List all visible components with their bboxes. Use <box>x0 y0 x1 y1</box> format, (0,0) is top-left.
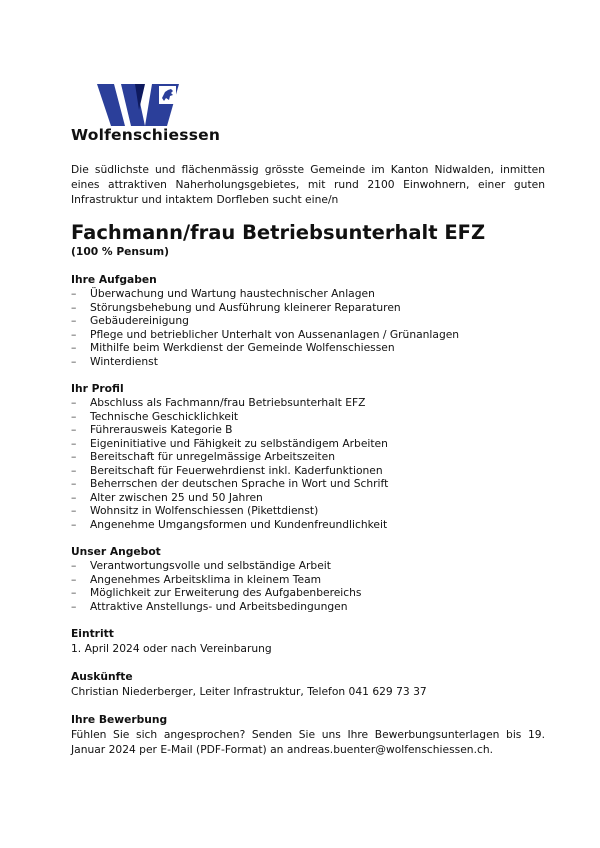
org-name: Wolfenschiessen <box>71 126 221 144</box>
list-item: – Alter zwischen 25 und 50 Jahren <box>71 491 545 505</box>
list-item: – Mithilfe beim Werkdienst der Gemeinde Wolfenschiessen <box>71 341 545 355</box>
logo <box>71 84 231 146</box>
list-item: – Führerausweis Kategorie B <box>71 423 545 437</box>
job-posting-page <box>71 84 545 757</box>
bewerbung-text: Fühlen Sie sich angesprochen? Senden Sie uns Ihre Bewerbungsunterlagen bis 19. Januar 2024 per E-Mail (PDF-Format) an andreas.buenter@wolfenschiessen.ch. <box>71 728 545 756</box>
job-pensum: (100 % Pensum) <box>71 245 170 258</box>
list-item: – Störungsbehebung und Ausführung kleinerer Reparaturen <box>71 301 545 315</box>
section-profil <box>71 382 545 531</box>
list-item: – Bereitschaft für Feuerwehrdienst inkl. Kaderfunktionen <box>71 464 545 478</box>
list-item: – Möglichkeit zur Erweiterung des Aufgabenbereichs <box>71 586 545 600</box>
list-item: – Abschluss als Fachmann/frau Betriebsunterhalt EFZ <box>71 396 545 410</box>
list-item: – Winterdienst <box>71 355 545 369</box>
list-item: – Angenehme Umgangsformen und Kundenfreundlichkeit <box>71 518 545 532</box>
aufgaben-list <box>71 287 545 368</box>
section-aufgaben <box>71 273 545 368</box>
list-item: – Technische Geschicklichkeit <box>71 410 545 424</box>
angebot-list <box>71 559 545 613</box>
list-item: – Wohnsitz in Wolfenschiessen (Pikettdienst) <box>71 504 545 518</box>
intro-paragraph: Die südlichste und flächenmässig grösste Gemeinde im Kanton Nidwalden, inmitten eines attraktiven Naherholungsgebietes, mit rund 2100 Einwohnern, einer guten Infrastruktur und intaktem Dorfleben sucht eine/n <box>71 163 545 206</box>
section-eintritt <box>71 627 545 656</box>
list-item: – Überwachung und Wartung haustechnischer Anlagen <box>71 287 545 301</box>
section-title: Ihre Aufgaben <box>71 273 157 286</box>
list-item: – Verantwortungsvolle und selbständige Arbeit <box>71 559 545 573</box>
eintritt-text: 1. April 2024 oder nach Vereinbarung <box>71 642 272 655</box>
section-title: Ihr Profil <box>71 382 124 395</box>
list-item: – Eigeninitiative und Fähigkeit zu selbständigem Arbeiten <box>71 437 545 451</box>
list-item: – Angenehmes Arbeitsklima in kleinem Team <box>71 573 545 587</box>
section-title: Eintritt <box>71 627 114 640</box>
list-item: – Beherrschen der deutschen Sprache in Wort und Schrift <box>71 477 545 491</box>
section-auskuenfte <box>71 670 545 699</box>
job-title: Fachmann/frau Betriebsunterhalt EFZ <box>71 221 486 244</box>
list-item: – Gebäudereinigung <box>71 314 545 328</box>
section-title: Auskünfte <box>71 670 133 683</box>
section-title: Unser Angebot <box>71 545 161 558</box>
profil-list <box>71 396 545 531</box>
list-item: – Bereitschaft für unregelmässige Arbeitszeiten <box>71 450 545 464</box>
section-title: Ihre Bewerbung <box>71 713 168 726</box>
auskuenfte-text: Christian Niederberger, Leiter Infrastruktur, Telefon 041 629 73 37 <box>71 685 427 698</box>
wolfenschiessen-w-logo-icon <box>95 84 185 126</box>
list-item: – Attraktive Anstellungs- und Arbeitsbedingungen <box>71 600 545 614</box>
list-item: – Pflege und betrieblicher Unterhalt von Aussenanlagen / Grünanlagen <box>71 328 545 342</box>
section-bewerbung <box>71 713 545 757</box>
section-angebot <box>71 545 545 613</box>
